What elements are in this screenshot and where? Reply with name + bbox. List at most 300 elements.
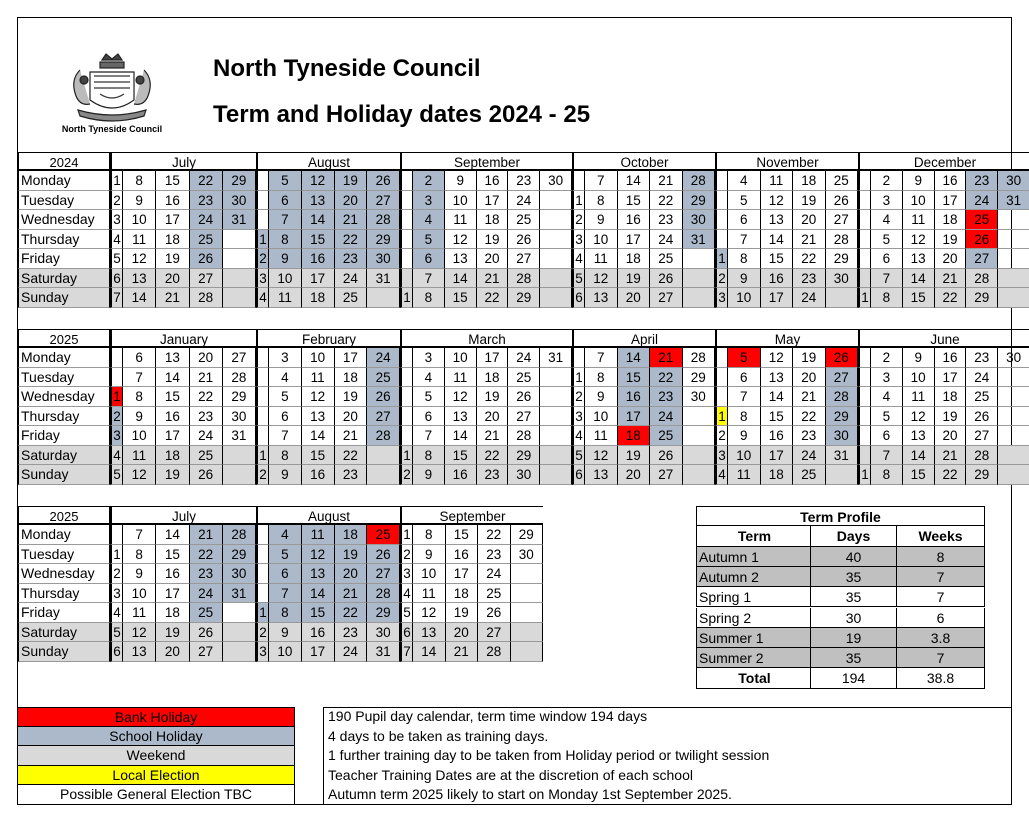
date-cell: 6	[572, 288, 585, 308]
date-cell: 1	[400, 446, 413, 466]
date-cell: 29	[223, 545, 256, 565]
date-cell: 18	[761, 465, 794, 485]
date-cell: 25	[190, 603, 223, 623]
date-cell: 26	[367, 171, 400, 191]
date-cell: 30	[826, 426, 859, 446]
date-cell: 15	[156, 545, 189, 565]
date-cell: 4	[728, 171, 761, 191]
date-cell: 2	[871, 348, 903, 368]
date-cell: 12	[903, 230, 935, 250]
date-cell: 31	[683, 230, 716, 250]
date-cell: 7	[413, 269, 445, 289]
date-cell	[540, 407, 572, 427]
date-cell	[256, 545, 269, 565]
date-cell	[400, 191, 413, 211]
date-cell	[400, 249, 413, 269]
date-cell: 30	[683, 210, 716, 230]
date-cell: 17	[935, 368, 967, 388]
date-cell: 9	[903, 348, 935, 368]
date-cell: 11	[269, 288, 302, 308]
date-cell: 12	[903, 407, 935, 427]
date-cell: 8	[123, 545, 156, 565]
date-cell: 20	[477, 407, 509, 427]
date-cell: 21	[793, 387, 826, 407]
date-cell: 12	[302, 171, 335, 191]
date-cell	[511, 623, 544, 643]
date-cell: 11	[123, 603, 156, 623]
date-cell: 28	[223, 525, 256, 545]
date-cell: 24	[478, 564, 511, 584]
date-cell: 5	[110, 249, 123, 269]
day-label-monday: Monday	[18, 171, 110, 191]
date-cell: 21	[477, 269, 509, 289]
date-cell: 22	[190, 545, 223, 565]
date-cell: 24	[367, 348, 400, 368]
date-cell: 7	[123, 525, 156, 545]
date-cell: 2	[110, 564, 123, 584]
date-cell: 23	[190, 564, 223, 584]
date-cell	[511, 584, 544, 604]
date-cell: 13	[302, 191, 335, 211]
date-cell: 9	[728, 269, 761, 289]
date-cell: 31	[223, 426, 256, 446]
date-cell: 29	[367, 603, 400, 623]
date-cell: 12	[585, 269, 618, 289]
date-cell: 3	[572, 230, 585, 250]
date-cell	[400, 171, 413, 191]
date-cell: 26	[650, 446, 683, 466]
day-label-friday: Friday	[18, 603, 110, 623]
date-cell: 21	[650, 171, 683, 191]
date-cell: 7	[728, 230, 761, 250]
date-cell: 3	[256, 642, 269, 662]
date-cell: 18	[335, 368, 368, 388]
date-cell: 14	[302, 426, 335, 446]
date-cell: 18	[477, 368, 509, 388]
date-cell: 30	[223, 407, 256, 427]
month-header-august: August	[256, 506, 400, 525]
date-cell: 11	[585, 426, 618, 446]
date-cell: 16	[618, 387, 651, 407]
date-cell	[826, 288, 859, 308]
date-cell: 14	[618, 171, 651, 191]
date-cell: 26	[367, 387, 400, 407]
date-cell: 14	[302, 210, 335, 230]
date-cell: 29	[683, 191, 716, 211]
date-cell: 24	[793, 288, 826, 308]
date-cell: 4	[572, 426, 585, 446]
date-cell: 28	[826, 387, 859, 407]
date-cell: 14	[156, 525, 189, 545]
date-cell: 14	[903, 269, 935, 289]
date-cell: 18	[793, 171, 826, 191]
date-cell	[540, 426, 572, 446]
date-cell: 20	[335, 564, 368, 584]
month-header-march: March	[400, 329, 572, 348]
date-cell: 5	[400, 603, 413, 623]
date-cell	[540, 249, 572, 269]
date-cell: 3	[572, 407, 585, 427]
date-cell: 6	[269, 191, 302, 211]
date-cell: 20	[446, 623, 479, 643]
date-cell: 24	[966, 191, 998, 211]
date-cell: 3	[413, 348, 445, 368]
date-cell: 13	[302, 407, 335, 427]
date-cell: 13	[156, 348, 189, 368]
date-cell: 7	[269, 210, 302, 230]
date-cell: 19	[156, 623, 189, 643]
legend-school-holiday: School Holiday	[17, 727, 295, 747]
date-cell: 12	[302, 387, 335, 407]
date-cell: 21	[935, 446, 967, 466]
date-cell: 18	[446, 584, 479, 604]
date-cell: 14	[123, 288, 156, 308]
term-profile-total-row	[696, 668, 985, 688]
date-cell: 12	[413, 603, 446, 623]
date-cell: 25	[650, 249, 683, 269]
day-label-wednesday: Wednesday	[18, 564, 110, 584]
date-cell: 16	[302, 465, 335, 485]
date-cell: 17	[761, 288, 794, 308]
term-profile-row	[696, 648, 985, 668]
date-cell	[223, 288, 256, 308]
term-total-label: Total	[696, 668, 811, 688]
date-cell: 9	[585, 387, 618, 407]
date-cell: 14	[156, 368, 189, 388]
date-cell: 5	[413, 387, 445, 407]
date-cell: 21	[190, 525, 223, 545]
date-cell: 25	[966, 210, 998, 230]
date-cell	[998, 446, 1029, 466]
date-cell: 18	[335, 525, 368, 545]
date-cell: 14	[302, 584, 335, 604]
date-cell: 12	[302, 545, 335, 565]
date-cell: 19	[156, 465, 189, 485]
date-cell: 30	[367, 249, 400, 269]
date-cell: 9	[123, 191, 156, 211]
date-cell: 7	[728, 387, 761, 407]
date-cell: 12	[123, 465, 156, 485]
date-cell: 4	[715, 465, 728, 485]
date-cell: 2	[572, 387, 585, 407]
date-cell	[540, 269, 572, 289]
date-cell: 29	[966, 288, 998, 308]
date-cell: 24	[190, 426, 223, 446]
date-cell: 28	[508, 426, 540, 446]
date-cell: 16	[156, 564, 189, 584]
page-subtitle: Term and Holiday dates 2024 - 25	[213, 101, 591, 128]
date-cell: 20	[618, 288, 651, 308]
date-cell: 27	[478, 623, 511, 643]
date-cell	[858, 368, 871, 388]
date-cell: 8	[413, 525, 446, 545]
date-cell: 30	[508, 465, 540, 485]
day-label-monday: Monday	[18, 348, 110, 368]
date-cell: 4	[110, 446, 123, 466]
term-name: Summer 1	[696, 628, 811, 648]
date-cell: 28	[966, 269, 998, 289]
date-cell: 11	[903, 210, 935, 230]
date-cell: 19	[793, 348, 826, 368]
date-cell: 27	[223, 348, 256, 368]
date-cell	[400, 368, 413, 388]
date-cell: 14	[413, 642, 446, 662]
date-cell: 2	[572, 210, 585, 230]
date-cell: 22	[335, 230, 368, 250]
date-cell: 10	[269, 642, 302, 662]
date-cell: 6	[572, 465, 585, 485]
date-cell: 4	[572, 249, 585, 269]
term-weeks: 6	[897, 608, 985, 628]
date-cell: 30	[683, 387, 716, 407]
date-cell: 15	[618, 368, 651, 388]
date-cell: 8	[871, 288, 903, 308]
month-header-september: September	[400, 506, 543, 525]
date-cell: 20	[156, 642, 189, 662]
date-cell: 29	[826, 407, 859, 427]
term-days: 40	[811, 547, 897, 567]
date-cell: 4	[871, 387, 903, 407]
date-cell: 8	[728, 249, 761, 269]
day-label-tuesday: Tuesday	[18, 545, 110, 565]
date-cell: 20	[190, 348, 223, 368]
date-cell: 12	[761, 348, 794, 368]
date-cell	[110, 525, 123, 545]
date-cell: 8	[585, 191, 618, 211]
date-cell	[998, 368, 1029, 388]
term-profile-title: Term Profile	[696, 506, 985, 526]
date-cell: 23	[335, 249, 368, 269]
date-cell	[858, 249, 871, 269]
date-cell	[223, 603, 256, 623]
date-cell: 15	[761, 407, 794, 427]
date-cell: 29	[223, 387, 256, 407]
block-year-label: 2024	[18, 152, 110, 171]
date-cell: 22	[477, 446, 509, 466]
date-cell	[998, 465, 1029, 485]
date-cell: 18	[477, 210, 509, 230]
date-cell: 1	[110, 545, 123, 565]
date-cell: 27	[367, 407, 400, 427]
date-cell: 3	[110, 584, 123, 604]
date-cell: 22	[478, 525, 511, 545]
date-cell: 28	[826, 230, 859, 250]
note-line: 190 Pupil day calendar, term time window 194 days	[328, 708, 648, 724]
date-cell: 5	[110, 623, 123, 643]
term-days: 35	[811, 567, 897, 587]
month-header-november: November	[715, 152, 858, 171]
date-cell: 17	[156, 584, 189, 604]
date-cell: 31	[367, 269, 400, 289]
date-cell	[223, 249, 256, 269]
date-cell: 17	[618, 407, 651, 427]
date-cell: 7	[123, 368, 156, 388]
date-cell: 28	[223, 368, 256, 388]
date-cell: 7	[400, 642, 413, 662]
date-cell: 29	[223, 171, 256, 191]
date-cell: 23	[966, 171, 998, 191]
date-cell: 26	[650, 269, 683, 289]
date-cell: 20	[335, 191, 368, 211]
date-cell	[400, 426, 413, 446]
month-header-august: August	[256, 152, 400, 171]
date-cell: 4	[871, 210, 903, 230]
date-cell: 6	[400, 623, 413, 643]
date-cell	[572, 348, 585, 368]
date-cell	[715, 191, 728, 211]
date-cell: 28	[478, 642, 511, 662]
date-cell: 26	[966, 230, 998, 250]
day-label-sunday: Sunday	[18, 465, 110, 485]
date-cell: 9	[728, 426, 761, 446]
date-cell: 4	[413, 368, 445, 388]
date-cell: 8	[871, 465, 903, 485]
date-cell: 20	[618, 465, 651, 485]
date-cell: 21	[190, 368, 223, 388]
date-cell: 16	[618, 210, 651, 230]
date-cell: 31	[998, 191, 1029, 211]
date-cell: 1	[256, 603, 269, 623]
term-name: Spring 2	[696, 608, 811, 628]
date-cell: 1	[715, 249, 728, 269]
date-cell: 28	[508, 269, 540, 289]
legend-local-election: Local Election	[17, 766, 295, 786]
day-label-friday: Friday	[18, 426, 110, 446]
date-cell: 29	[966, 465, 998, 485]
date-cell: 23	[650, 210, 683, 230]
date-cell: 10	[903, 191, 935, 211]
month-header-may: May	[715, 329, 858, 348]
date-cell	[367, 465, 400, 485]
date-cell: 22	[477, 288, 509, 308]
date-cell: 30	[367, 623, 400, 643]
day-label-thursday: Thursday	[18, 407, 110, 427]
date-cell: 19	[335, 545, 368, 565]
date-cell	[858, 210, 871, 230]
date-cell	[256, 387, 269, 407]
day-label-wednesday: Wednesday	[18, 387, 110, 407]
date-cell: 20	[335, 407, 368, 427]
day-label-wednesday: Wednesday	[18, 210, 110, 230]
date-cell: 30	[826, 269, 859, 289]
date-cell: 19	[618, 269, 651, 289]
date-cell: 16	[156, 191, 189, 211]
term-weeks: 7	[897, 587, 985, 607]
date-cell: 21	[446, 642, 479, 662]
date-cell	[256, 348, 269, 368]
date-cell: 2	[400, 465, 413, 485]
date-cell: 16	[477, 171, 509, 191]
date-cell: 14	[903, 446, 935, 466]
month-header-july: July	[110, 506, 256, 525]
date-cell: 5	[728, 348, 761, 368]
term-name: Autumn 1	[696, 547, 811, 567]
date-cell: 8	[413, 446, 445, 466]
month-header-october: October	[572, 152, 715, 171]
date-cell: 13	[445, 249, 477, 269]
date-cell	[858, 191, 871, 211]
date-cell: 17	[761, 446, 794, 466]
date-cell: 11	[585, 249, 618, 269]
date-cell: 20	[935, 249, 967, 269]
date-cell: 9	[123, 564, 156, 584]
day-label-tuesday: Tuesday	[18, 191, 110, 211]
notes-box	[323, 707, 1012, 805]
term-days: 35	[811, 587, 897, 607]
date-cell: 21	[650, 348, 683, 368]
date-cell	[110, 348, 123, 368]
date-cell: 4	[110, 603, 123, 623]
date-cell: 1	[110, 171, 123, 191]
date-cell: 30	[540, 171, 572, 191]
date-cell	[400, 210, 413, 230]
date-cell: 7	[269, 426, 302, 446]
date-cell	[223, 623, 256, 643]
date-cell	[110, 368, 123, 388]
date-cell: 4	[400, 584, 413, 604]
date-cell: 8	[123, 171, 156, 191]
date-cell: 1	[110, 387, 123, 407]
date-cell	[256, 407, 269, 427]
term-name: Autumn 2	[696, 567, 811, 587]
date-cell: 12	[445, 230, 477, 250]
date-cell: 5	[269, 387, 302, 407]
date-cell	[400, 387, 413, 407]
date-cell	[223, 269, 256, 289]
date-cell	[256, 368, 269, 388]
month-header-december: December	[858, 152, 1029, 171]
term-name: Summer 2	[696, 648, 811, 668]
date-cell	[858, 387, 871, 407]
date-cell: 2	[110, 191, 123, 211]
date-cell: 10	[728, 446, 761, 466]
date-cell: 13	[123, 642, 156, 662]
date-cell: 2	[400, 545, 413, 565]
date-cell: 22	[190, 387, 223, 407]
date-cell: 25	[508, 210, 540, 230]
date-cell: 2	[256, 249, 269, 269]
term-days: 30	[811, 608, 897, 628]
date-cell: 25	[826, 171, 859, 191]
date-cell: 14	[445, 269, 477, 289]
month-header-january: January	[110, 329, 256, 348]
date-cell: 5	[572, 446, 585, 466]
legend-general-election: Possible General Election TBC	[17, 785, 295, 805]
date-cell	[858, 171, 871, 191]
date-cell: 22	[335, 446, 368, 466]
date-cell: 6	[413, 249, 445, 269]
date-cell: 6	[413, 407, 445, 427]
date-cell: 13	[123, 269, 156, 289]
term-weeks: 7	[897, 567, 985, 587]
date-cell: 3	[413, 191, 445, 211]
date-cell: 16	[445, 465, 477, 485]
date-cell: 9	[413, 545, 446, 565]
date-cell	[683, 465, 716, 485]
date-cell: 5	[572, 269, 585, 289]
date-cell: 24	[793, 446, 826, 466]
date-cell: 19	[477, 387, 509, 407]
date-cell: 13	[761, 210, 794, 230]
date-cell: 24	[508, 191, 540, 211]
date-cell: 15	[156, 387, 189, 407]
term-profile-header-term: Term	[696, 526, 811, 546]
date-cell: 14	[445, 426, 477, 446]
date-cell	[715, 171, 728, 191]
date-cell: 11	[445, 210, 477, 230]
date-cell	[998, 387, 1029, 407]
date-cell	[683, 288, 716, 308]
